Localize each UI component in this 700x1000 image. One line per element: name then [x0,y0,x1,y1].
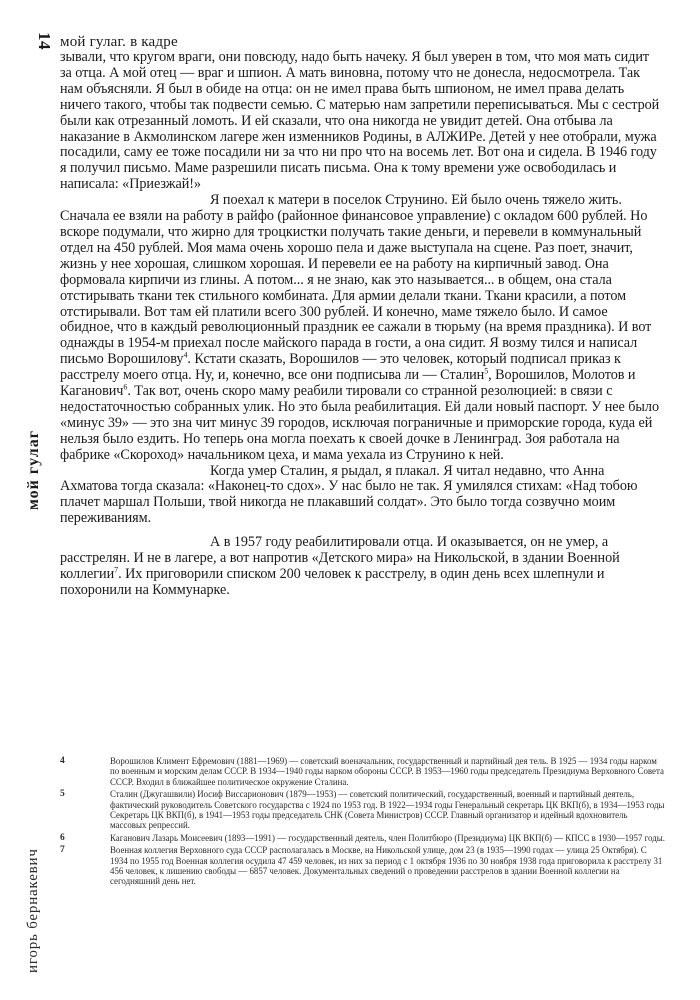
footnote-5 [60,789,665,831]
footnotes [60,756,665,889]
paragraph-3: Когда умер Сталин, я рыдал, я плакал. Я читал недавно, что Анна Ахматова тогда сказала: «Наконец-то сдох». У нас было не так. Я умилялся стихам: «Над тобою плачет маршал Польши, твой никогда не плакавший солдат». Это было тогда созвучно моим переживаниям. [60,462,638,527]
footnote-ref-4[interactable]: 4 [183,350,188,360]
footnote-ref-5[interactable]: 5 [484,366,489,376]
paragraph-2-part-d: . Так вот, очень скоро маму реабили тировали со странной резолюцией: в связи с недостаточностью собранных улик. Но это была реабилитация. Ей дали новый паспорт. У нее было «минус 39» — это зна чит минус 39 городов, исключая пограничные и приморские города, куда ей нельзя было ездить. Но теперь она могла поехать к своей дочке в Ленинград. Зоя работала на фабрике «Скороход» начальником цеха, и мама уехала из Струнино к ней. [60,383,659,463]
running-head: мой гулаг. в кадре [60,34,178,50]
paragraph-2-part-a: Я поехал к матери в поселок Струнино. Ей было очень тяжело жить. Сначала ее взяли на работу в райфо (районное финансовое управление) с окладом 600 рублей. Но вскоре подумали, что жирно для троцкистки получать такие деньги, и перевели в коммунальный отдел на 450 рублей. Моя мама очень хорошо пела и даже выступала на сцене. Раз поет, значит, жизнь у нее хорошая, слишком хорошая. И перевели ее на работу на кирпичный завод. Она формовала кирпичи из глины. А потом... я не знаю, как это называется... в общем, она стала отстирывать ткани тек стильного комбината. Для армии делали ткани. Ткани красили, а потом отстирывали. Вот там ей платили всего 300 рублей. И конечно, маме тяжело было. И самое обидное, что в каждый революционный праздник ее сажали в тюрьму (на время праздника). И вот однажды в 1954-м приехал после майского парада в гости, а она сидит. Я возму тился и написал письмо Ворошилову [60,192,652,368]
page-number: 14 [35,32,54,50]
footnote-number: 5 [60,789,65,800]
paragraph-4 [60,535,660,599]
main-text [60,50,660,599]
footnote-text: Ворошилов Климент Ефремович (1881—1969) — советский военачальник, государственный и партийный дея тель. В 1925 — 1934 годы нарком по военным и морским делам СССР. В 1934—1940 годы нарком обороны СССР. В 1953—1960 годы председатель Президиума Верховного Совета СССР. Входил в ближайшее политическое окружение Сталина. [110,756,664,787]
paragraph-2-part-b: . Кстати сказать, Ворошилов — это человек, который подписал приказ к расстрелу моего отца. Ну, и, конечно, все они подписыва ли — Сталин [60,351,621,384]
paragraph-2-part-c: , Ворошилов, Молотов и Каганович [60,367,636,400]
paragraph-4-part-a: А в 1957 году реабилитировали отца. И оказывается, он не умер, а расстрелян. И не в лагере, а вот напротив «Детского мира» на Никольской, в здании Военной коллегии [60,534,620,582]
paragraph-4-part-b: . Их приговорили списком 200 человек к расстрелу, в один день всех шлепнули и похоронили на Коммунарке. [60,566,605,598]
side-author-name: игорь бернакевич [25,848,41,973]
footnote-number: 4 [60,756,65,766]
footnote-number: 7 [60,845,65,856]
footnote-number: 6 [60,832,65,843]
side-section-title: мой гулаг [25,429,42,510]
footnote-text: Сталин (Джугашвили) Иосиф Виссарионович (1879—1953) — советский политический, государственный, военный и партийный деятель, фактический руководитель Советского государства с 1924 по 1953 год. В 1922—1934 годы Генеральный секретарь ЦК ВКП(б), в 1934—1953 годы Секретарь ЦК ВКП(б), в 1941—1953 годы председатель СНК (Совета Министров) СССР. Главный организатор и идейный вдохновитель массовых репрессий. [110,789,665,831]
footnote-ref-6[interactable]: 6 [123,382,128,392]
footnote-text: Каганович Лазарь Моисеевич (1893—1991) — государственный деятель, член Политбюро (Президиума) ЦК ВКП(б) — КПСС в 1930—1957 годы. [110,832,665,843]
footnote-ref-7[interactable]: 7 [114,565,119,575]
footnote-text: Военная коллегия Верховного суда СССР располагалась в Москве, на Никольской улице, дом 23 (в 1935—1990 годах — улица 25 Октября). С 1934 по 1955 год Военная коллегия осудила 47 459 человек, из них за период с 1 октября 1936 по 30 ноября 1938 года приговорила к расстрелу 31 456 человек, к лишению свободы — 6857 человек. Документальных сведений о проведении расстрелов в здании Военной коллегии на сегодняшний день нет. [110,845,663,887]
footnote-6 [60,833,665,843]
paragraph-2 [60,193,660,463]
paragraph-1: зывали, что кругом враги, они повсюду, надо быть начеку. Я был уверен в том, что моя мать сидит за отца. А мой отец — враг и шпион. А мать виновна, потому что не донесла, недосмотрела. Так нам объясняли. Я был в обиде на отца: он не имел права быть шпионом, не имел права делать ничего такого, чтобы так подвести семью. С матерью нам запретили переписываться. Мы с сестрой были как отрезанный ломоть. И ей сказали, что она никогда не увидит детей. Она отбыва ла наказание в Акмолинском лагере жен изменников Родины, в АЛЖИРе. Детей у нее отобрали, мужа посадили, саму ее тоже посадили ни за что ни про что на восемь лет. Вот она и сидела. В 1946 году я получил письмо. Маме разрешили писать письма. Она к тому времени уже освободилась и написала: «Приезжай!» [60,49,660,193]
footnote-4 [60,756,665,787]
footnote-7 [60,845,665,887]
